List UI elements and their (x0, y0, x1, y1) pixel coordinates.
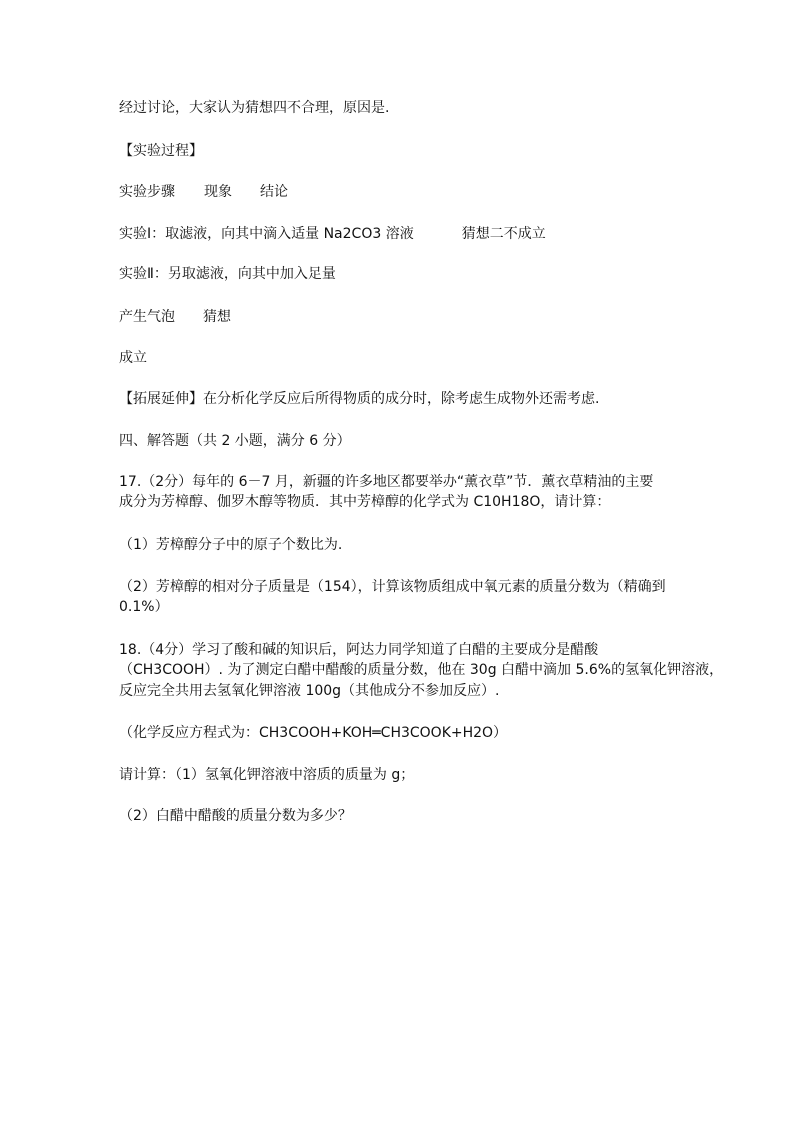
question-17-line-2: 成分为芳樟醇、伽罗木醇等物质．其中芳樟醇的化学式为 C10H18O，请计算： (119, 494, 611, 510)
question-17-part-2-line-2: 0.1%） (119, 599, 169, 615)
question-18-part-2: （2）白醋中醋酸的质量分数为多少？ (119, 808, 352, 824)
question-17-part-1: （1）芳樟醇分子中的原子个数比为. (119, 537, 343, 553)
experiment-1-conclusion: 猜想二不成立 (461, 226, 546, 242)
discussion-text: 经过讨论，大家认为猜想四不合理，原因是. (119, 100, 390, 116)
table-header (119, 182, 288, 202)
header-conclusion: 结论 (260, 184, 288, 200)
experiment-process-heading: 【实验过程】 (119, 143, 203, 159)
experiment-2-step: 实验Ⅱ：另取滤液，向其中加入足量 (119, 266, 336, 282)
question-18-line-1: 18.（4分）学习了酸和碱的知识后，阿达力同学知道了白醋的主要成分是醋酸 (119, 642, 599, 658)
experiment-1-row (119, 224, 546, 244)
question-18-line-3: 反应完全共用去氢氧化钾溶液 100g（其他成分不参加反应）. (119, 683, 500, 699)
question-18-equation: （化学反应方程式为：CH3COOH+KOH═CH3COOK+H2O） (119, 725, 508, 741)
header-step: 实验步骤 (119, 184, 175, 200)
extension-text: 【拓展延伸】在分析化学反应后所得物质的成分时，除考虑生成物外还需考虑. (119, 391, 600, 407)
question-17-line-1: 17.（2分）每年的 6－7 月，新疆的许多地区都要举办“薰衣草”节．薰衣草精油的主要 (119, 474, 654, 490)
question-18-part-1: 请计算：（1）氢氧化钾溶液中溶质的质量为 g； (119, 767, 415, 783)
experiment-2-phenomenon: 产生气泡 (119, 309, 175, 325)
question-18-line-2: （CH3COOH）. 为了测定白醋中醋酸的质量分数，他在 30g 白醋中滴加 5.6%的氢氧化钾溶液， (119, 662, 724, 678)
experiment-2-result-continued: 成立 (119, 350, 147, 366)
experiment-2-result-row (119, 307, 231, 327)
experiment-2-conclusion: 猜想 (203, 309, 231, 325)
experiment-1-step: 实验Ⅰ：取滤液，向其中滴入适量 Na2CO3 溶液 (119, 226, 414, 242)
header-phenomenon: 现象 (204, 184, 232, 200)
section-4-heading: 四、解答题（共 2 小题，满分 6 分） (119, 433, 351, 449)
question-17-part-2-line-1: （2）芳樟醇的相对分子质量是（154），计算该物质组成中氧元素的质量分数为（精确到 (119, 579, 666, 595)
